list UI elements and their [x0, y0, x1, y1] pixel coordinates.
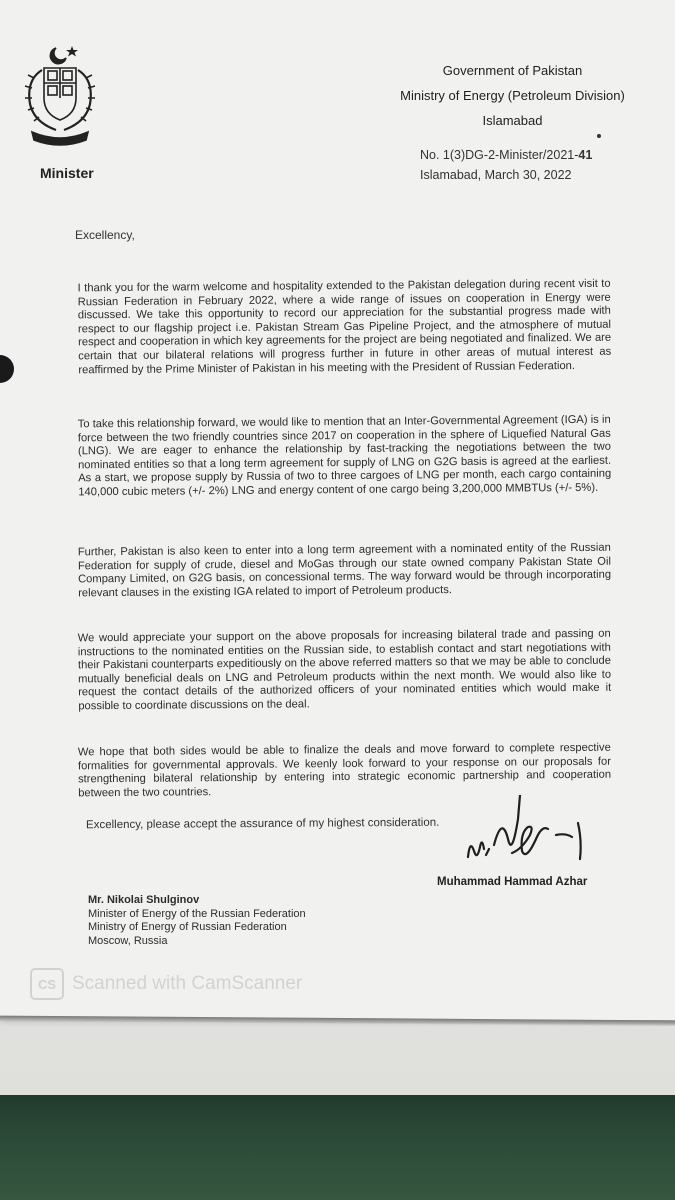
letterhead-line: Government of Pakistan: [442, 63, 583, 78]
minister-label: Minister: [40, 165, 94, 181]
letter-date: Islamabad, March 30, 2022: [420, 168, 572, 182]
watermark-text: Scanned with CamScanner: [72, 973, 303, 994]
recipient-line: Ministry of Energy of Russian Federation: [88, 921, 287, 933]
reference-number: [420, 145, 592, 165]
camscanner-logo-icon: CS: [30, 968, 64, 1000]
recipient-block: [88, 894, 306, 948]
recipient-name: Mr. Nikolai Shulginov: [88, 894, 200, 906]
letter-paragraph: We would appreciate your support on the above proposals for increasing bilateral trade and passing on instructions to the nominated entities on the Russian side, to establish contact and start negotiations with their Pakistani counterparts expeditiously on the above referred matters so that we may be able to conclude mutually beneficial deals on LNG and Petroleum products within the next month. We would also like to request the contact details of the authorized officers of your nominated entities which would make it possible to coordinate discussions on the deal.: [77, 627, 612, 713]
punch-hole: [0, 355, 14, 383]
letter-paragraph: To take this relationship forward, we would like to mention that an Inter-Governmental Agreement (IGA) is in force between the two friendly countries since 2017 on cooperation in the sphere of Liquefied Natural Gas (LNG). We are eager to enhance the relationship by fast-tracking the negotiations between the two nominated entities so that a long term agreement for supply of LNG on G2G basis is agreed at the earliest. As a start, we propose supply by Russia of two to three cargoes of LNG per month, each cargo containing 140,000 cubic meters (+/- 2%) LNG and energy content of one cargo being 3,200,000 MMBTUs (+/- 5%).: [77, 413, 612, 499]
handwritten-signature: [460, 795, 610, 880]
recipient-line: Minister of Energy of the Russian Federation: [88, 907, 306, 920]
recipient-line: Moscow, Russia: [88, 934, 168, 947]
salutation: Excellency,: [75, 228, 135, 242]
reference-block: [420, 145, 592, 185]
green-tablecloth: [0, 1095, 675, 1200]
letter-paragraph: I thank you for the warm welcome and hospitality extended to the Pakistan delegation during recent visit to Russian Federation in February 2022, where a wide range of issues on cooperation in Energy were discussed. We take this opportunity to record our appreciation for the substantial progress made with respect to our flagship project i.e. Pakistan Stream Gas Pipeline Project, and the atmosphere of mutual respect and cooperation in which key agreements for the project are being negotiated and finalized. We are certain that our bilateral relations will progress further in future in other areas of mutual interest as reaffirmed by the Prime Minister of Pakistan in his meeting with the President of Russian Federation.: [77, 277, 612, 376]
ink-dot: [597, 134, 601, 138]
letter-paragraph: We hope that both sides would be able to finalize the deals and move forward to complete respective formalities for governmental approvals. We keenly look forward to your response on our proposals for strengthening bilateral relationship by entering into strategic economic partnership and cooperation between the two countries.: [77, 741, 612, 800]
signatory-name: Muhammad Hammad Azhar: [437, 876, 588, 888]
letterhead: [380, 58, 645, 133]
letter-paragraph: Further, Pakistan is also keen to enter into a long term agreement with a nominated entity of the Russian Federation for supply of crude, diesel and MoGas through our state owned company Pakistan State Oil Company Limited, on G2G basis, on concessional terms. The way forward would be through incorporating relevant clauses in the existing IGA related to import of Petroleum products.: [77, 541, 612, 600]
closing-line: Excellency, please accept the assurance of my highest consideration.: [85, 816, 440, 832]
scanner-watermark: [30, 968, 302, 1000]
reference-prefix: No. 1(3)DG-2-Minister/2021-: [420, 148, 579, 162]
letterhead-line: Islamabad: [482, 113, 543, 128]
letterhead-line: Ministry of Energy (Petroleum Division): [400, 88, 625, 103]
state-emblem-icon: [12, 40, 107, 155]
reference-serial: 41: [578, 148, 593, 162]
